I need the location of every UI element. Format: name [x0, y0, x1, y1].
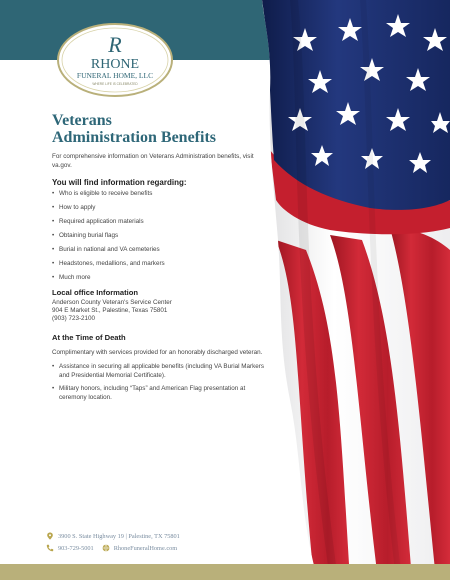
logo-subtitle: FUNERAL HOME, LLC — [76, 71, 154, 80]
page-title — [52, 112, 264, 146]
logo-initials: R — [108, 32, 122, 57]
list-item: • Assistance in securing all applicable benefits (including VA Burial Markers and Presidential Memorial Certificate). — [52, 363, 264, 380]
info-list — [52, 190, 264, 282]
bottom-gold-band — [0, 564, 450, 580]
local-office-heading: Local office Information — [52, 288, 139, 297]
footer-contact — [46, 530, 180, 554]
list-item: • Who is eligible to receive benefits — [52, 190, 264, 198]
time-of-death-heading: At the Time of Death — [52, 333, 126, 342]
phone-icon — [46, 544, 54, 552]
list-item: • Obtaining burial flags — [52, 232, 264, 240]
list-item: • Burial in national and VA cemeteries — [52, 246, 264, 254]
local-office-address: 904 E Market St., Palestine, Texas 75801 — [52, 307, 168, 314]
info-heading: You will find information regarding: — [52, 178, 187, 187]
footer-website[interactable]: RhoneFuneralHome.com — [113, 544, 178, 552]
logo-tagline: WHERE LIFE IS CELEBRATED — [92, 82, 138, 86]
intro-text: For comprehensive information on Veterans Administration benefits, visit va.gov. — [52, 153, 254, 169]
logo-name: RHONE — [90, 57, 140, 72]
footer-address-row — [46, 530, 180, 542]
footer-phone-row — [46, 542, 180, 554]
location-pin-icon — [46, 532, 54, 540]
list-item: • Required application materials — [52, 218, 264, 226]
local-office-phone: (903) 723-2100 — [52, 315, 96, 322]
time-of-death-paragraph: Complimentary with services provided for an honorably discharged veteran. — [52, 349, 263, 356]
title-line-1: Veterans — [52, 112, 112, 129]
main-content — [52, 112, 264, 407]
footer-address: 3900 S. State Highway 19 | Palestine, TX 75801 — [58, 532, 180, 540]
local-office-name: Anderson County Veteran's Service Center — [52, 299, 172, 306]
list-item: • Military honors, including “Taps” and American Flag presentation at ceremony location. — [52, 385, 264, 402]
footer-phone[interactable]: 903-729-5001 — [58, 544, 94, 552]
globe-icon — [102, 544, 110, 552]
list-item: • Headstones, medallions, and markers — [52, 260, 264, 268]
list-item: • How to apply — [52, 204, 264, 212]
time-of-death-list — [52, 363, 264, 402]
title-line-2: Administration Benefits — [52, 129, 216, 146]
company-logo — [56, 22, 174, 98]
list-item: • Much more — [52, 274, 264, 282]
